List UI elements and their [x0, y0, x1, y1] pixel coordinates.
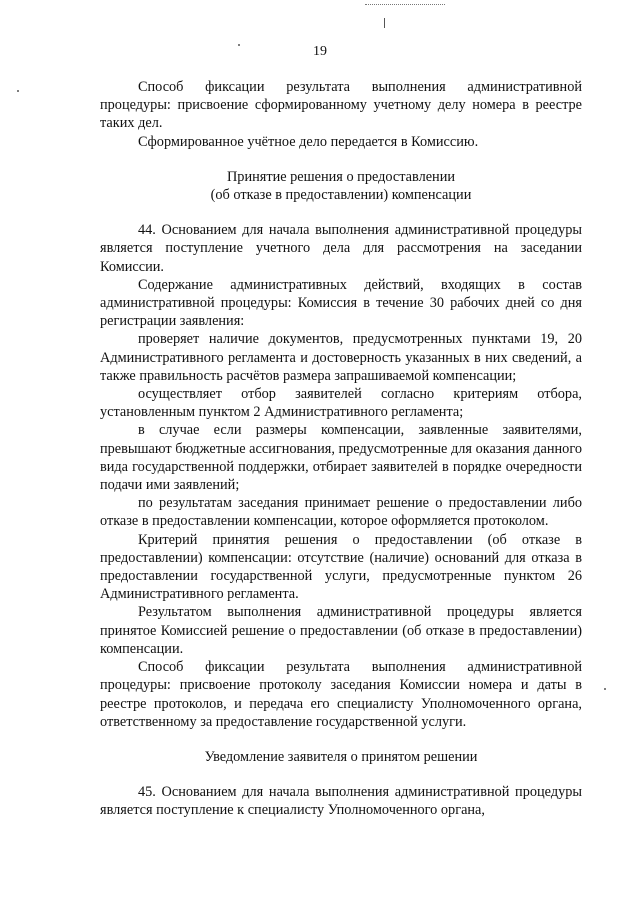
paragraph: по результатам заседания принимает решение о предоставлении либо отказе в предоставлении компенсации, которое оформляется протоколом. — [100, 495, 582, 530]
page-number: 19 — [313, 44, 327, 59]
paragraph: Результатом выполнения административной процедуры является принятое Комиссией решение о предоставлении (об отказе в предоставлении) компенсации. — [100, 604, 582, 657]
block-spacer — [100, 151, 582, 168]
section-heading — [100, 748, 582, 766]
block-spacer — [100, 731, 582, 748]
section-heading-line: Принятие решения о предоставлении — [226, 168, 456, 185]
paragraph: Сформированное учётное дело передается в Комиссию. — [138, 133, 479, 150]
block-spacer — [100, 204, 582, 221]
scan-speck — [604, 688, 606, 690]
scan-artifact — [365, 4, 445, 6]
paragraph: 45. Основанием для начала выполнения административной процедуры является поступление к специалисту Уполномоченного органа, — [100, 784, 582, 819]
paragraph: в случае если размеры компенсации, заявленные заявителями, превышают бюджетные ассигнования, предусмотренные для оказания данного вида государственной поддержки, отбирает заявителей в порядке очередности подачи ими заявлений; — [100, 422, 582, 494]
paragraph: осуществляет отбор заявителей согласно критериям отбора, установленным пунктом 2 Административного регламента; — [100, 386, 582, 421]
paragraph: 44. Основанием для начала выполнения административной процедуры является поступление учетного дела для рассмотрения на заседании Комиссии. — [100, 222, 582, 275]
scan-speck — [17, 90, 19, 92]
block-spacer — [100, 766, 582, 783]
paragraph: Содержание административных действий, входящих в состав административной процедуры: Комиссия в течение 30 рабочих дней со дня регистрации заявления: — [100, 276, 582, 330]
paragraph: проверяет наличие документов, предусмотренных пунктами 19, 20 Административного регламента и достоверность указанных в них сведений, а также правильность расчётов размера запрашиваемой компенсации; — [100, 331, 582, 384]
paragraph: Способ фиксации результата выполнения административной процедуры: присвоение протоколу заседания Комиссии номера и даты в реестре протоколов, и передача его специалисту Уполномоченного органа, ответственному за предоставление государственной услуги. — [100, 659, 582, 730]
scan-speck — [384, 18, 385, 28]
paragraph: Критерий принятия решения о предоставлении (об отказе в предоставлении) компенсации: отсутствие (наличие) оснований для отказа в предоставлении государственной услуги, предусмотренные пунктом 26 Административного регламента. — [100, 531, 582, 603]
section-heading — [100, 168, 582, 204]
section-heading-line: (об отказе в предоставлении) компенсации — [210, 187, 472, 204]
section-heading-line: Уведомление заявителя о принятом решении — [204, 748, 478, 765]
document-body — [100, 78, 582, 820]
paragraph: Способ фиксации результата выполнения административной процедуры: присвоение сформированному учетному делу номера в реестре таких дел. — [100, 79, 582, 132]
